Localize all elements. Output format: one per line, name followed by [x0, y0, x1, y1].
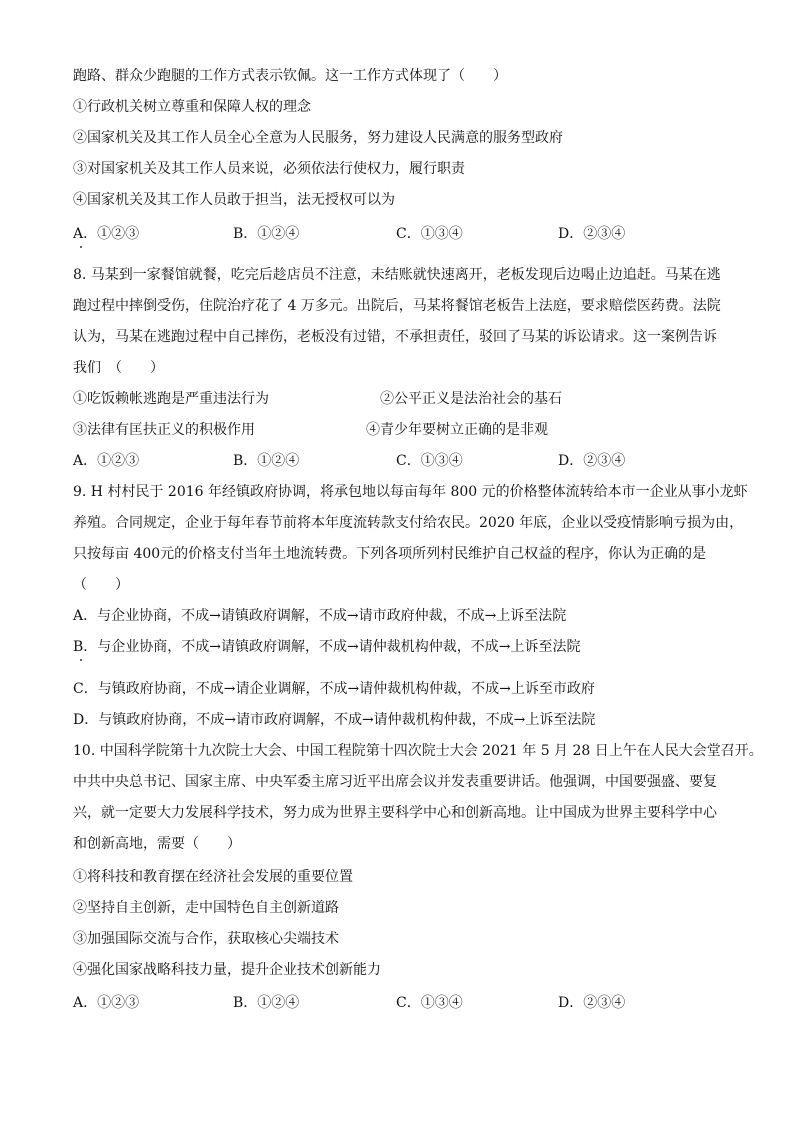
q8-item-2: ②公平正义是法治社会的基石	[380, 391, 562, 407]
q10-stem-line-1: 10. 中国科学院第十九次院士大会、中国工程院第十四次院士大会 2021 年 5 月 28 日上午在人民大会堂召开。	[73, 743, 763, 759]
q10-stem-line-3: 兴，就一定要大力发展科学技术，努力成为世界主要科学中心和创新高地。让中国成为世界主要科学中心	[73, 805, 717, 821]
q7-option-a: A．①②③	[73, 226, 140, 242]
q10-stem-line-2: 中共中央总书记、国家主席、中央军委主席习近平出席会议并发表重要讲话。他强调，中国要强盛、要复	[73, 774, 717, 790]
q10-option-a: A．①②③	[73, 995, 140, 1011]
q8-option-c: C．①③④	[396, 453, 463, 469]
stray-mark	[80, 659, 82, 661]
q7-item-2: ②国家机关及其工作人员全心全意为人民服务，努力建设人民满意的服务型政府	[73, 130, 563, 146]
q8-option-d: D．②③④	[558, 453, 626, 469]
q8-item-1: ①吃饭赖帐逃跑是严重违法行为	[73, 391, 269, 407]
q10-option-d: D．②③④	[558, 995, 626, 1011]
q10-item-4: ④强化国家战略科技力量，提升企业技术创新能力	[73, 962, 381, 978]
q7-option-d: D．②③④	[558, 226, 626, 242]
q7-option-b: B．①②④	[233, 226, 300, 242]
q10-item-2: ②坚持自主创新，走中国特色自主创新道路	[73, 900, 339, 916]
q8-option-b: B．①②④	[233, 453, 300, 469]
q9-option-c: C．与镇政府协商，不成→请企业调解，不成→请仲裁机构仲裁，不成→上诉至市政府	[73, 681, 595, 697]
q8-stem-line-3: 认为，马某在逃跑过程中自己摔伤，老板没有过错，不承担责任，驳回了马某的诉讼请求。这一案例告诉	[73, 329, 717, 345]
q9-stem-line-4: （ ）	[73, 577, 129, 593]
stray-mark	[80, 246, 82, 248]
q8-option-a: A．①②③	[73, 453, 140, 469]
q10-item-1: ①将科技和教育摆在经济社会发展的重要位置	[73, 869, 353, 885]
q9-option-d: D．与镇政府协商，不成→请市政府调解，不成→请仲裁机构仲裁，不成→上诉至法院	[73, 712, 596, 728]
q8-stem-line-4: 我们 （ ）	[73, 360, 164, 376]
q7-item-4: ④国家机关及其工作人员敢于担当，法无授权可以为	[73, 192, 395, 208]
q7-options	[73, 224, 733, 244]
q8-items-row-1	[73, 389, 733, 409]
q10-option-b: B．①②④	[233, 995, 300, 1011]
q7-item-3: ③对国家机关及其工作人员来说，必须依法行使权力，履行职责	[73, 161, 465, 177]
q8-item-3: ③法律有匡扶正义的积极作用	[73, 422, 255, 438]
q8-items-row-2	[73, 420, 733, 440]
q7-item-1: ①行政机关树立尊重和保障人权的理念	[73, 99, 311, 115]
q10-item-3: ③加强国际交流与合作，获取核心尖端技术	[73, 931, 339, 947]
q10-stem-line-4: 和创新高地，需要（ ）	[73, 836, 241, 852]
q10-options	[73, 993, 733, 1013]
q8-stem-line-1: 8. 马某到一家餐馆就餐，吃完后趁店员不注意，未结账就快速离开，老板发现后边喝止边追赶。马某在逃	[73, 267, 721, 283]
q9-stem-line-1: 9. H 村村民于 2016 年经镇政府协调，将承包地以每亩每年 800 元的价格整体流转给本市一企业从事小龙虾	[73, 484, 748, 500]
q9-stem-line-3: 只按每亩 400元的价格支付当年土地流转费。下列各项所列村民维护自己权益的程序，你认为正确的是	[73, 546, 707, 562]
q8-stem-line-2: 跑过程中摔倒受伤，住院治疗花了 4 万多元。出院后，马某将餐馆老板告上法庭，要求赔偿医药费。法院	[73, 298, 721, 314]
q7-option-c: C．①③④	[396, 226, 463, 242]
q9-option-b: B．与企业协商，不成→请镇政府调解，不成→请仲裁机构仲裁，不成→上诉至法院	[73, 639, 581, 655]
q9-stem-line-2: 养殖。合同规定，企业于每年春节前将本年度流转款支付给农民。2020 年底，企业以受疫情影响亏损为由，	[73, 515, 744, 531]
q8-item-4: ④青少年要树立正确的是非观	[366, 422, 548, 438]
q7-stem-tail: 跑路、群众少跑腿的工作方式表示钦佩。这一工作方式体现了（ ）	[73, 68, 507, 84]
q9-option-a: A．与企业协商，不成→请镇政府调解，不成→请市政府仲裁，不成→上诉至法院	[73, 608, 567, 624]
q10-option-c: C．①③④	[396, 995, 463, 1011]
q8-options	[73, 451, 733, 471]
